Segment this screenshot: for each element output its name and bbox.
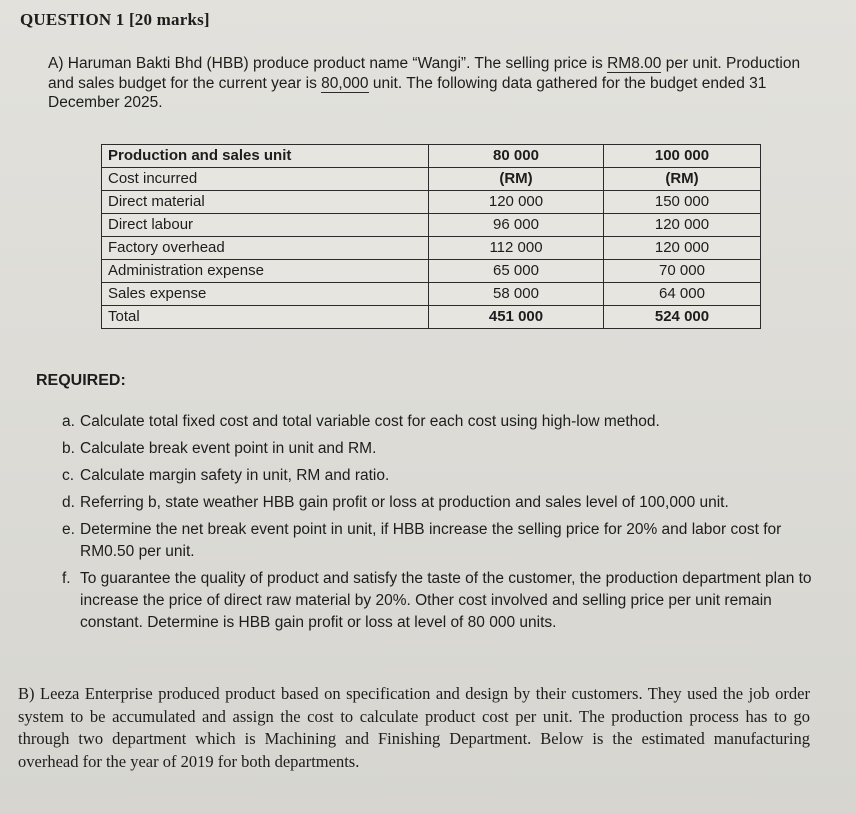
row-label: Administration expense	[102, 260, 429, 283]
header-cell: Production and sales unit	[102, 145, 429, 168]
requirement-label: f.	[62, 570, 71, 587]
header-cell: 100 000	[604, 145, 761, 168]
requirement-label: a.	[62, 413, 75, 430]
table-cell: 58 000	[429, 283, 604, 306]
requirement-text: Calculate break event point in unit and RM.	[80, 440, 377, 457]
intro-text-2: per unit. Production and sales budget for the current year is	[48, 55, 801, 92]
row-label: Total	[102, 306, 429, 329]
requirement-item	[64, 492, 814, 514]
requirement-item	[64, 519, 814, 563]
row-label: Sales expense	[102, 283, 429, 306]
table-row	[102, 191, 761, 214]
requirement-label: b.	[62, 440, 75, 457]
table-cell: 524 000	[604, 306, 761, 329]
requirement-text: To guarantee the quality of product and satisfy the taste of the customer, the production department plan to increase the price of direct raw material by 20%. Other cost involved and selling price per unit remain constant. Determine is HBB gain profit or loss at level of 80 000 units.	[80, 570, 812, 631]
table-cell: 120 000	[604, 214, 761, 237]
question-heading: QUESTION 1 [20 marks]	[20, 10, 210, 29]
row-label: Factory overhead	[102, 237, 429, 260]
requirement-text: Calculate total fixed cost and total variable cost for each cost using high-low method.	[80, 413, 660, 430]
table-cell: 112 000	[429, 237, 604, 260]
table-cell: 70 000	[604, 260, 761, 283]
intro-text-3: unit. The following data gathered for the budget ended 31 December 2025.	[48, 74, 767, 111]
requirement-item	[64, 411, 814, 433]
intro-text-1: A) Haruman Bakti Bhd (HBB) produce product name “Wangi”. The selling price is	[48, 55, 608, 72]
row-label: Direct labour	[102, 214, 429, 237]
requirement-item	[64, 465, 814, 487]
table-row	[102, 168, 761, 191]
requirement-label: c.	[62, 467, 75, 484]
requirement-text: Calculate margin safety in unit, RM and ratio.	[80, 467, 390, 484]
header-cell: 80 000	[429, 145, 604, 168]
table-cell: 150 000	[604, 191, 761, 214]
table-cell: 96 000	[429, 214, 604, 237]
table-cell: 65 000	[429, 260, 604, 283]
part-a-intro	[48, 54, 808, 113]
part-b-paragraph: B) Leeza Enterprise produced product based on specification and design by their customers. They used the job order system to be accumulated and assign the cost to calculate product cost per unit. The production process has to go through two department which is Machining and Finishing Department. Below is the estimated manufacturing overhead for the year of 2019 for both departments.	[18, 684, 810, 771]
cost-table	[101, 144, 761, 329]
table-cell: 451 000	[429, 306, 604, 329]
table-cell: (RM)	[604, 168, 761, 191]
requirement-item	[64, 438, 814, 460]
table-row	[102, 214, 761, 237]
table-cell: 64 000	[604, 283, 761, 306]
budget-quantity: 80,000	[321, 74, 369, 92]
table-total-row	[102, 306, 761, 329]
table-row	[102, 260, 761, 283]
requirement-item	[64, 568, 814, 634]
table-cell: (RM)	[429, 168, 604, 191]
requirement-label: e.	[62, 521, 75, 538]
table-header-row	[102, 145, 761, 168]
table-cell: 120 000	[604, 237, 761, 260]
table-row	[102, 237, 761, 260]
required-heading: REQUIRED:	[36, 372, 126, 389]
table-row	[102, 283, 761, 306]
selling-price: RM8.00	[607, 55, 662, 72]
row-label: Cost incurred	[102, 168, 429, 191]
requirement-text: Referring b, state weather HBB gain profit or loss at production and sales level of 100,000 unit.	[80, 494, 729, 511]
requirement-text: Determine the net break event point in unit, if HBB increase the selling price for 20% and labor cost for RM0.50 per unit.	[80, 521, 782, 560]
row-label: Direct material	[102, 191, 429, 214]
table-cell: 120 000	[429, 191, 604, 214]
requirements-list	[64, 411, 814, 639]
requirement-label: d.	[62, 494, 75, 511]
